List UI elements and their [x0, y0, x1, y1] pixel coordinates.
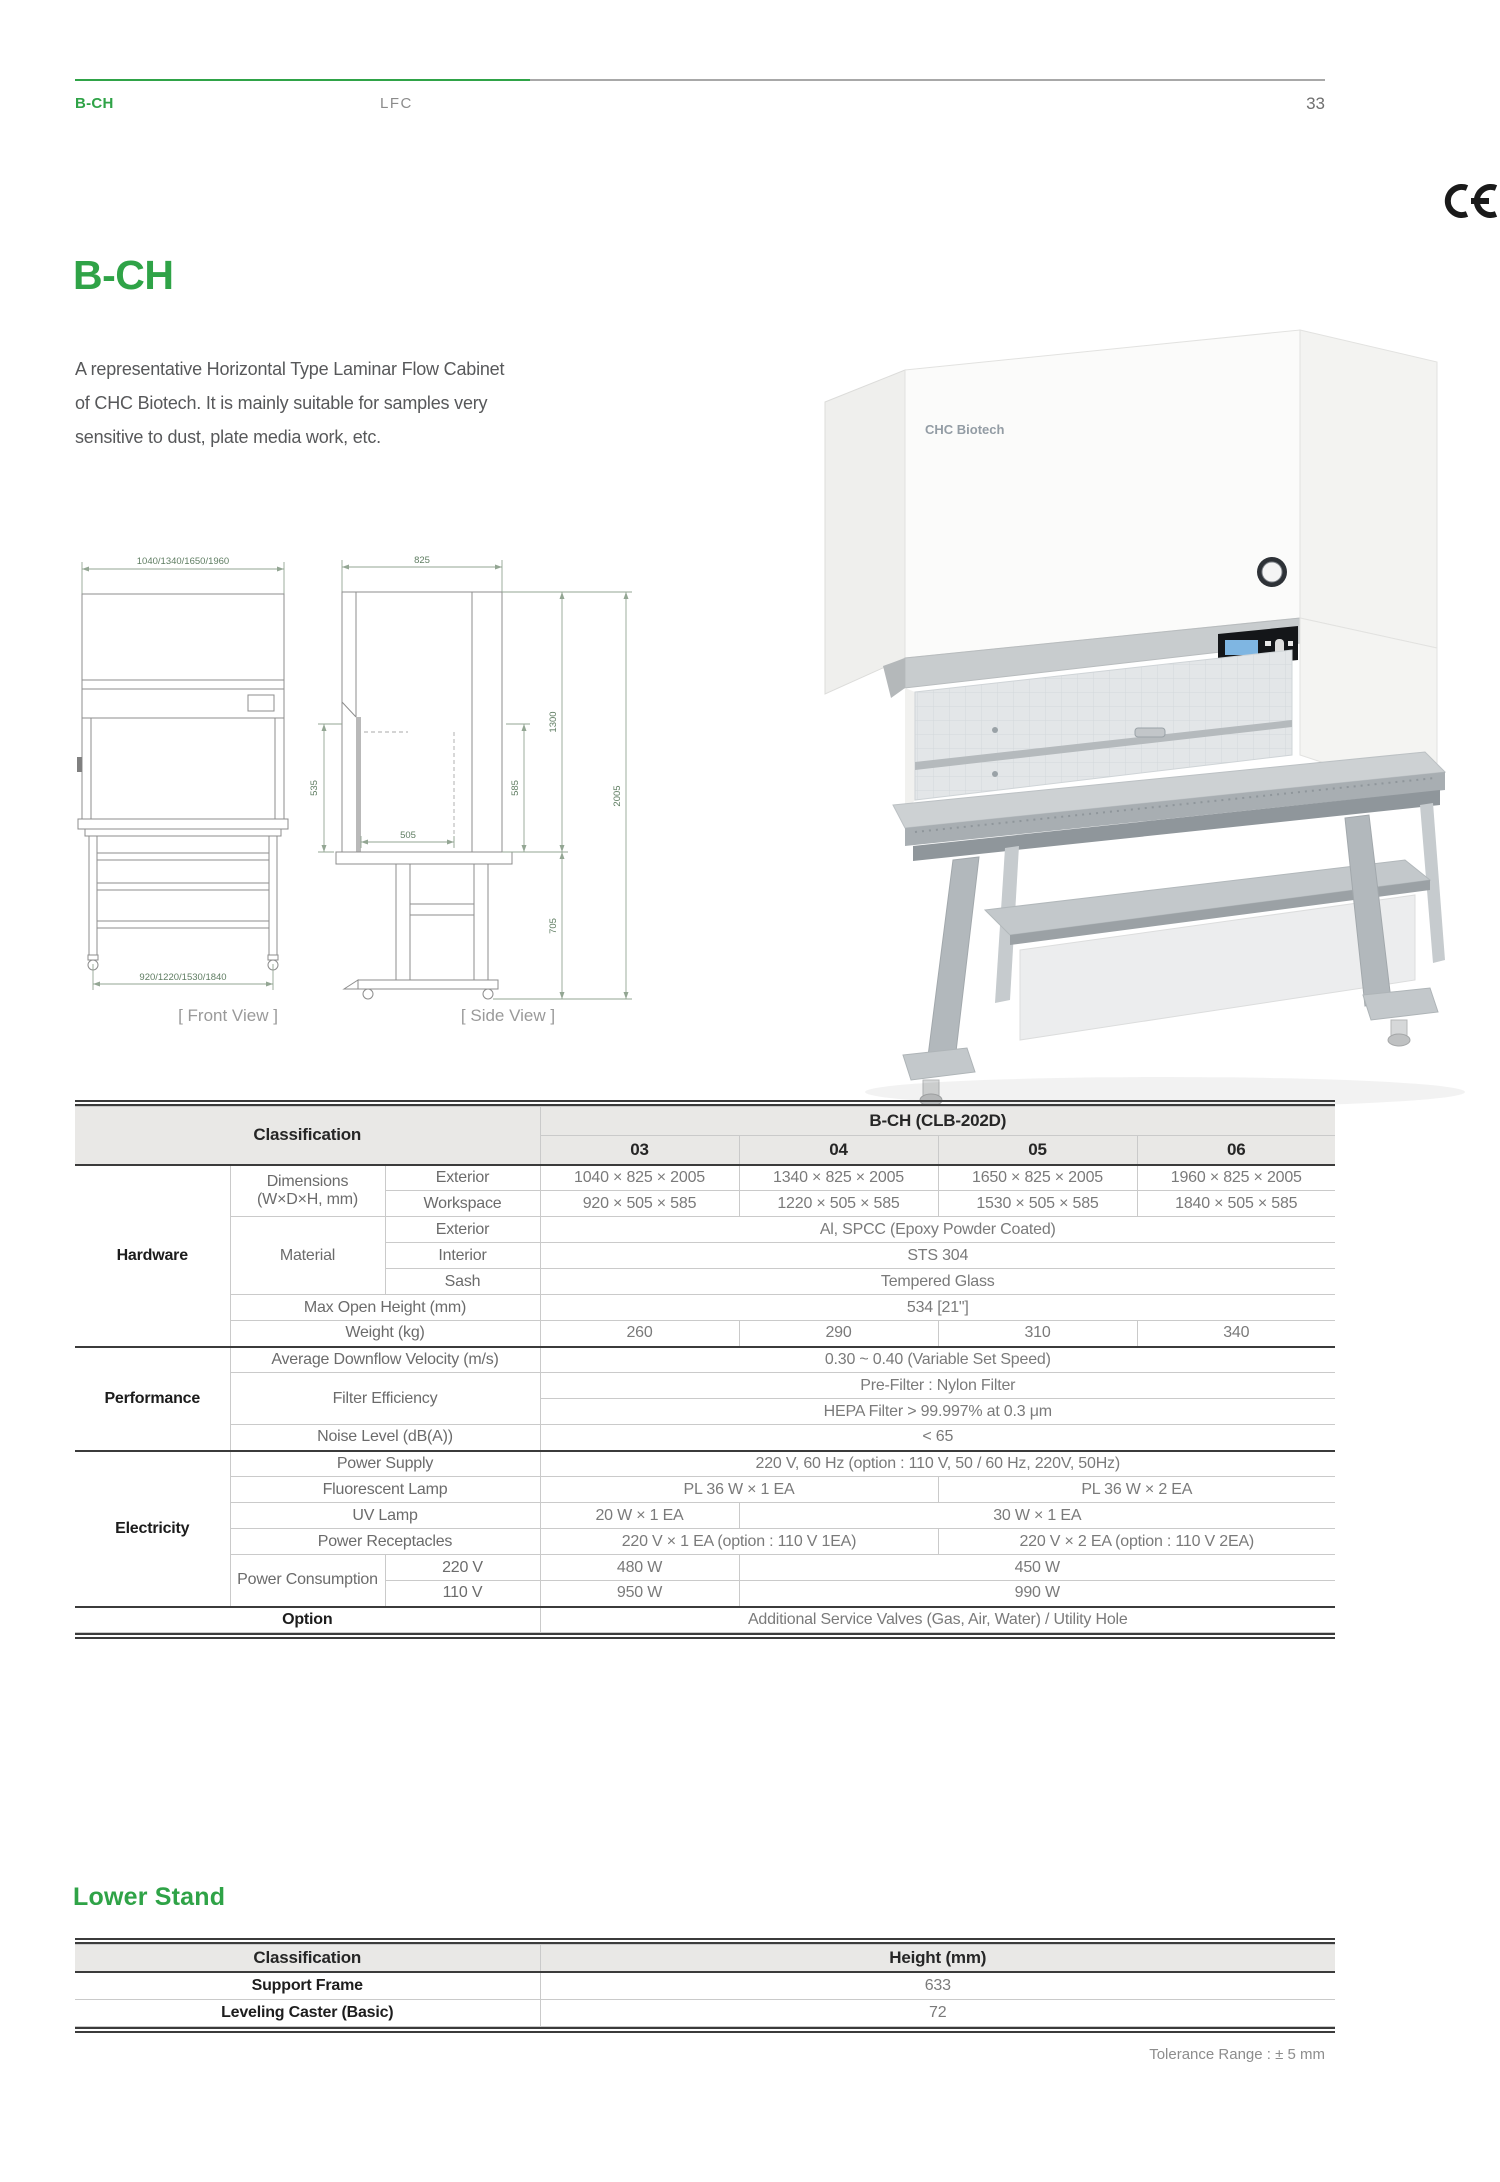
height-header: Height (mm) [540, 1945, 1335, 1973]
value-cell: < 65 [540, 1425, 1335, 1451]
value-cell: 1960 × 825 × 2005 [1137, 1165, 1335, 1191]
group-cell-hardware: Hardware [75, 1165, 230, 1347]
chamber-handle [1135, 728, 1165, 737]
value-cell: 260 [540, 1321, 739, 1347]
front-width-dim: 1040/1340/1650/1960 [136, 556, 230, 567]
row-label: Power Consumption [230, 1555, 385, 1607]
product-description [75, 352, 504, 454]
row-sublabel: Workspace [385, 1191, 540, 1217]
row-label: UV Lamp [230, 1503, 540, 1529]
value-cell: PL 36 W × 1 EA [540, 1477, 938, 1503]
stand-left-foot [903, 1048, 975, 1080]
group-cell-option: Option [75, 1607, 540, 1633]
side-view-caption: [ Side View ] [460, 1006, 556, 1025]
table-row [75, 1425, 1335, 1451]
value-cell: Additional Service Valves (Gas, Air, Water) / Utility Hole [540, 1607, 1335, 1633]
value-cell: 990 W [739, 1581, 1335, 1607]
table-row [75, 1373, 1335, 1399]
side-work-depth-dim: 505 [400, 830, 416, 841]
product-photo [805, 300, 1500, 1125]
row-label: Filter Efficiency [230, 1373, 540, 1425]
row-label: Leveling Caster (Basic) [75, 1999, 540, 2026]
lcd-display [1225, 640, 1258, 655]
value-cell: 1340 × 825 × 2005 [739, 1165, 938, 1191]
front-view-caption: [ Front View ] [178, 1006, 278, 1025]
side-work-height-dim: 585 [510, 780, 521, 796]
category-code: LFC [380, 95, 413, 112]
side-view-drawing [296, 552, 676, 1007]
side-depth-dim: 825 [414, 555, 430, 566]
table-row [75, 1451, 1335, 1477]
side-sash-height-dim: 535 [309, 780, 320, 796]
chamber-left-wall [905, 688, 915, 812]
cabinet-right-face [1300, 330, 1437, 648]
value-cell: 450 W [739, 1555, 1335, 1581]
group-cell-electricity: Electricity [75, 1451, 230, 1607]
table-row [75, 1347, 1335, 1373]
value-cell: 220 V × 2 EA (option : 110 V 2EA) [938, 1529, 1335, 1555]
description-line: sensitive to dust, plate media work, etc. [75, 427, 381, 447]
value-cell: 340 [1137, 1321, 1335, 1347]
value-cell: 480 W [540, 1555, 739, 1581]
value-cell: 1220 × 505 × 585 [739, 1191, 938, 1217]
value-cell: Pre-Filter : Nylon Filter [540, 1373, 1335, 1399]
table-row [75, 1503, 1335, 1529]
table-row [75, 1217, 1335, 1243]
side-body-height-dim: 1300 [548, 711, 559, 733]
value-cell: Tempered Glass [540, 1269, 1335, 1295]
row-label: Power Supply [230, 1451, 540, 1477]
value-cell: 0.30 ~ 0.40 (Variable Set Speed) [540, 1347, 1335, 1373]
row-label: Noise Level (dB(A)) [230, 1425, 540, 1451]
value-cell: 1040 × 825 × 2005 [540, 1165, 739, 1191]
model-header: 05 [938, 1136, 1137, 1165]
lower-stand-table [75, 1944, 1335, 2027]
front-base-width-dim: 920/1220/1530/1840 [139, 972, 227, 983]
value-cell: 1530 × 505 × 585 [938, 1191, 1137, 1217]
value-cell: Al, SPCC (Epoxy Powder Coated) [540, 1217, 1335, 1243]
table-row [75, 1555, 1335, 1581]
row-label: Weight (kg) [230, 1321, 540, 1347]
value-cell: HEPA Filter > 99.997% at 0.3 μm [540, 1399, 1335, 1425]
row-label: Fluorescent Lamp [230, 1477, 540, 1503]
value-cell: 534 [21"] [540, 1295, 1335, 1321]
ce-mark-icon [1437, 180, 1499, 227]
spec-table-wrapper [75, 1100, 1335, 1639]
row-sublabel: Exterior [385, 1165, 540, 1191]
table-header-row [75, 1945, 1335, 1973]
row-label: Dimensions (W×D×H, mm) [230, 1165, 385, 1217]
side-stand-height-dim: 705 [548, 918, 559, 934]
value-cell: STS 304 [540, 1243, 1335, 1269]
model-header: 03 [540, 1136, 739, 1165]
table-row [75, 1999, 1335, 2026]
row-label: Average Downflow Velocity (m/s) [230, 1347, 540, 1373]
row-label: Material [230, 1217, 385, 1295]
row-sublabel: Sash [385, 1269, 540, 1295]
page-number: 33 [1306, 94, 1325, 113]
value-cell: 310 [938, 1321, 1137, 1347]
row-sublabel: 220 V [385, 1555, 540, 1581]
row-label: Support Frame [75, 1972, 540, 1999]
table-row [75, 1529, 1335, 1555]
group-cell-performance: Performance [75, 1347, 230, 1451]
value-cell: 30 W × 1 EA [739, 1503, 1335, 1529]
tolerance-note: Tolerance Range : ± 5 mm [1149, 2046, 1325, 2063]
value-cell: 20 W × 1 EA [540, 1503, 739, 1529]
table-row [75, 1321, 1335, 1347]
value-cell: 633 [540, 1972, 1335, 1999]
value-cell: 220 V, 60 Hz (option : 110 V, 50 / 60 Hz, 220V, 50Hz) [540, 1451, 1335, 1477]
value-cell: 950 W [540, 1581, 739, 1607]
row-sublabel: Interior [385, 1243, 540, 1269]
model-header: 04 [739, 1136, 938, 1165]
header-divider-accent [75, 79, 530, 81]
value-cell: 1840 × 505 × 585 [1137, 1191, 1335, 1217]
value-cell: 72 [540, 1999, 1335, 2026]
page-title: B-CH [73, 252, 174, 298]
lower-stand-title: Lower Stand [73, 1883, 226, 1911]
brand-logo: CHC Biotech [925, 422, 1005, 437]
value-cell: PL 36 W × 2 EA [938, 1477, 1335, 1503]
value-cell: 920 × 505 × 585 [540, 1191, 739, 1217]
value-cell: 290 [739, 1321, 938, 1347]
cabinet-front-face [905, 330, 1300, 658]
doc-code: B-CH [75, 95, 114, 112]
model-header: 06 [1137, 1136, 1335, 1165]
row-sublabel: 110 V [385, 1581, 540, 1607]
description-line: A representative Horizontal Type Laminar Flow Cabinet [75, 359, 505, 379]
table-row [75, 1295, 1335, 1321]
table-row [75, 1607, 1335, 1633]
description-line: of CHC Biotech. It is mainly suitable for samples very [75, 393, 488, 413]
classification-header: Classification [75, 1107, 540, 1165]
spec-table [75, 1106, 1335, 1633]
table-row [75, 1165, 1335, 1191]
row-label: Max Open Height (mm) [230, 1295, 540, 1321]
table-row [75, 1972, 1335, 1999]
value-cell: 220 V × 1 EA (option : 110 V 1EA) [540, 1529, 938, 1555]
cabinet-left-face [825, 370, 905, 694]
row-label: Power Receptacles [230, 1529, 540, 1555]
table-header-row [75, 1107, 1335, 1136]
stand-front-left-leg [927, 857, 979, 1064]
side-total-height-dim: 2005 [612, 785, 623, 807]
classification-header: Classification [75, 1945, 540, 1973]
front-view-drawing [68, 552, 298, 1007]
value-cell: 1650 × 825 × 2005 [938, 1165, 1137, 1191]
table-row [75, 1477, 1335, 1503]
series-title-header: B-CH (CLB-202D) [540, 1107, 1335, 1136]
lower-stand-table-wrapper [75, 1938, 1335, 2033]
row-sublabel: Exterior [385, 1217, 540, 1243]
